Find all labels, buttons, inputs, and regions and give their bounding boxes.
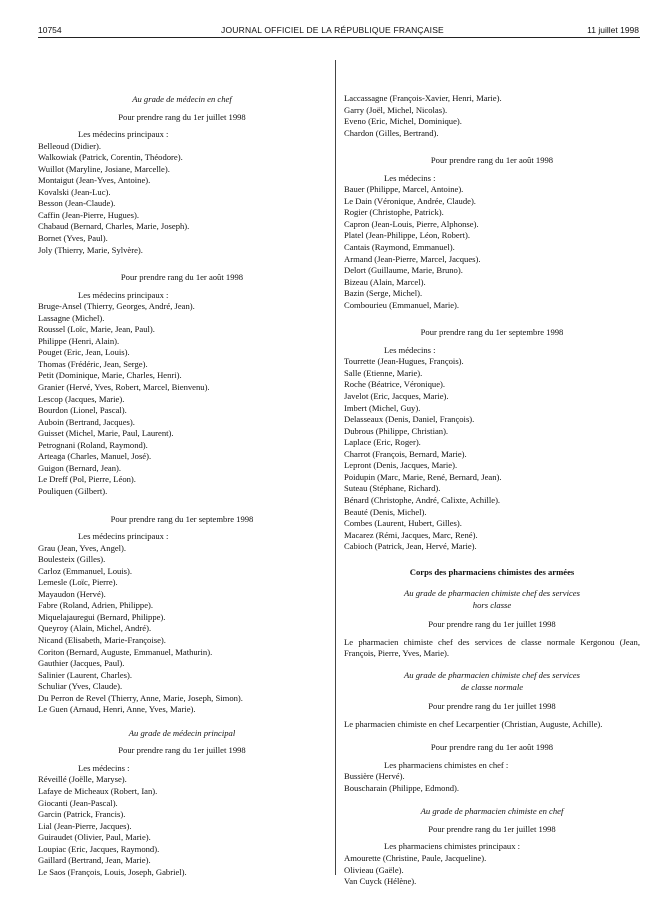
name-entry: Garcin (Patrick, Francis).	[38, 809, 126, 820]
list-subtitle: Les médecins principaux :	[78, 289, 169, 300]
name-entry: Lial (Jean-Pierre, Jacques).	[38, 820, 132, 831]
section-title: Au grade de pharmacien chimiste en chef	[420, 806, 564, 817]
name-entry: Platel (Jean-Philippe, Léon, Robert).	[344, 230, 471, 241]
name-entry: Pouliquen (Gilbert).	[38, 485, 108, 496]
name-entry: Petit (Dominique, Marie, Charles, Henri).	[38, 370, 182, 381]
section-title-line: Au grade de pharmacien chimiste chef des services	[404, 588, 580, 599]
name-entry: Gauthier (Jacques, Paul).	[38, 658, 125, 669]
name-entry: Bruge-Ansel (Thierry, Georges, André, Jean).	[38, 301, 195, 312]
name-entry: Besson (Jean-Claude).	[38, 198, 116, 209]
name-entry: Bénard (Christophe, André, Calixte, Achille).	[344, 494, 501, 505]
name-entry: Le Saos (François, Louis, Joseph, Gabriel).	[38, 866, 187, 877]
header-rule	[38, 37, 640, 38]
name-entry: Roche (Béatrice, Véronique).	[344, 379, 446, 390]
section-title	[344, 670, 640, 693]
name-entry: Delasseaux (Denis, Daniel, François).	[344, 414, 475, 425]
name-entry: Eveno (Eric, Michel, Dominique).	[344, 116, 462, 127]
name-entry: Laplace (Eric, Roger).	[344, 437, 421, 448]
name-list	[38, 141, 326, 256]
name-entry: Beauté (Denis, Michel).	[344, 506, 427, 517]
name-entry: Mayaudon (Hervé).	[38, 588, 106, 599]
list-subtitle: Les médecins principaux :	[78, 531, 169, 542]
rang-heading: Pour prendre rang du 1er septembre 1998	[110, 513, 254, 524]
name-list	[344, 93, 640, 139]
name-entry: Guiraudet (Olivier, Paul, Marie).	[38, 832, 151, 843]
left-column	[38, 60, 326, 878]
name-entry: Lafaye de Micheaux (Robert, Ian).	[38, 785, 158, 796]
name-entry: Tourrette (Jean-Hugues, François).	[344, 356, 464, 367]
name-entry: Chabaud (Bernard, Charles, Marie, Joseph).	[38, 221, 190, 232]
name-entry: Carloz (Emmanuel, Louis).	[38, 565, 133, 576]
name-entry: Combes (Laurent, Hubert, Gilles).	[344, 518, 462, 529]
name-entry: Belleoud (Didier).	[38, 140, 102, 151]
name-entry: Salinier (Laurent, Charles).	[38, 669, 133, 680]
name-entry: Le Dreff (Pol, Pierre, Léon).	[38, 474, 136, 485]
name-entry: Bizeau (Alain, Marcel).	[344, 276, 426, 287]
name-entry: Philippe (Henri, Alain).	[38, 335, 120, 346]
name-entry: Bornet (Yves, Paul).	[38, 233, 108, 244]
list-subtitle: Les pharmaciens chimistes principaux :	[384, 841, 521, 852]
rang-heading: Pour prendre rang du 1er juillet 1998	[118, 111, 246, 122]
name-entry: Le Guen (Arnaud, Henri, Anne, Yves, Marie).	[38, 704, 196, 715]
name-entry: Petrognani (Roland, Raymond).	[38, 439, 148, 450]
name-entry: Joly (Thierry, Marie, Sylvère).	[38, 244, 143, 255]
name-list	[344, 356, 640, 552]
rang-heading: Pour prendre rang du 1er août 1998	[120, 272, 244, 283]
name-entry: Lescop (Jacques, Marie).	[38, 393, 125, 404]
rang-heading: Pour prendre rang du 1er juillet 1998	[428, 619, 556, 630]
name-entry: Capron (Jean-Louis, Pierre, Alphonse).	[344, 218, 479, 229]
name-entry: Chardon (Gilles, Bertrand).	[344, 127, 439, 138]
name-entry: Bourdon (Lionel, Pascal).	[38, 405, 127, 416]
rang-heading: Pour prendre rang du 1er juillet 1998	[428, 701, 556, 712]
name-entry: Le Dain (Véronique, Andrée, Claude).	[344, 195, 476, 206]
name-entry: Macarez (Rémi, Jacques, Marc, René).	[344, 529, 478, 540]
name-entry: Delort (Guillaume, Marie, Bruno).	[344, 265, 463, 276]
name-entry: Réveillé (Joëlle, Maryse).	[38, 774, 127, 785]
name-entry: Montaigut (Jean-Yves, Antoine).	[38, 175, 151, 186]
section-title: Au grade de médecin en chef	[132, 94, 232, 104]
name-entry: Olivieau (Gaële).	[344, 864, 404, 875]
name-entry: Caffin (Jean-Pierre, Hugues).	[38, 209, 140, 220]
section-title-line: de classe normale	[460, 681, 524, 692]
name-entry: Javelot (Eric, Jacques, Marie).	[344, 391, 449, 402]
promotion-text: Le pharmacien chimiste chef des services de classe normale Kergonou (Jean, François, Pierre, Yves, Marie).	[344, 636, 640, 659]
name-entry: Charrot (François, Bernard, Marie).	[344, 448, 467, 459]
name-entry: Queyroy (Alain, Michel, André).	[38, 623, 152, 634]
rang-heading: Pour prendre rang du 1er juillet 1998	[428, 823, 556, 834]
name-entry: Du Perron de Revel (Thierry, Anne, Marie, Joseph, Simon).	[38, 692, 243, 703]
list-subtitle: Les pharmaciens chimistes en chef :	[384, 759, 509, 770]
name-entry: Rogier (Christophe, Patrick).	[344, 207, 444, 218]
name-entry: Lepront (Denis, Jacques, Marie).	[344, 460, 458, 471]
name-entry: Bauer (Philippe, Marcel, Antoine).	[344, 184, 464, 195]
rang-heading: Pour prendre rang du 1er août 1998	[430, 155, 554, 166]
name-entry: Garry (Joël, Michel, Nicolas).	[344, 104, 448, 115]
name-entry: Grau (Jean, Yves, Angel).	[38, 542, 127, 553]
name-entry: Giocanti (Jean-Pascal).	[38, 797, 118, 808]
name-entry: Amourette (Christine, Paule, Jacqueline).	[344, 852, 487, 863]
name-entry: Guigon (Bernard, Jean).	[38, 462, 122, 473]
section-title	[344, 588, 640, 611]
name-entry: Roussel (Loïc, Marie, Jean, Paul).	[38, 324, 155, 335]
promotion-text: Le pharmacien chimiste en chef Lecarpentier (Christian, Auguste, Achille).	[344, 718, 603, 729]
page-header	[0, 0, 665, 40]
name-entry: Van Cuyck (Hélène).	[344, 876, 417, 887]
name-entry: Armand (Jean-Pierre, Marcel, Jacques).	[344, 253, 481, 264]
name-entry: Wuillot (Maryline, Josiane, Marcelle).	[38, 163, 170, 174]
name-entry: Lassagne (Michel).	[38, 312, 105, 323]
rang-heading: Pour prendre rang du 1er septembre 1998	[420, 327, 564, 338]
name-entry: Coriton (Bernard, Auguste, Emmanuel, Mathurin).	[38, 646, 213, 657]
list-subtitle: Les médecins principaux :	[78, 129, 169, 140]
name-list	[38, 301, 326, 497]
name-entry: Gaillard (Bertrand, Jean, Marie).	[38, 855, 151, 866]
name-entry: Schuliar (Yves, Claude).	[38, 681, 123, 692]
name-entry: Arteaga (Charles, Manuel, José).	[38, 451, 152, 462]
list-subtitle: Les médecins :	[384, 344, 436, 355]
list-subtitle: Les médecins :	[384, 172, 436, 183]
name-entry: Bouscharain (Philippe, Edmond).	[344, 782, 460, 793]
name-entry: Loupiac (Eric, Jacques, Raymond).	[38, 843, 160, 854]
name-entry: Guisset (Michel, Marie, Paul, Laurent).	[38, 428, 174, 439]
name-list	[38, 543, 326, 716]
page-number: 10754	[38, 25, 62, 35]
section-title: Au grade de médecin principal	[128, 727, 236, 738]
name-list	[344, 184, 640, 311]
name-entry: Kovalski (Jean-Luc).	[38, 186, 111, 197]
name-entry: Boulesteix (Gilles).	[38, 554, 106, 565]
rang-heading: Pour prendre rang du 1er août 1998	[430, 742, 554, 753]
name-entry: Imbert (Michel, Guy).	[344, 402, 421, 413]
section-title-line: hors classe	[472, 599, 512, 610]
name-entry: Granier (Hervé, Yves, Robert, Marcel, Bienvenu).	[38, 382, 210, 393]
name-entry: Dubrous (Philippe, Christian).	[344, 425, 449, 436]
name-entry: Lemesle (Loïc, Pierre).	[38, 577, 118, 588]
name-entry: Cantais (Raymond, Emmanuel).	[344, 242, 455, 253]
name-list	[38, 774, 326, 878]
column-divider	[335, 60, 336, 875]
name-entry: Pouget (Eric, Jean, Louis).	[38, 347, 130, 358]
name-entry: Suteau (Stéphane, Richard).	[344, 483, 441, 494]
name-entry: Poidupin (Marc, Marie, René, Bernard, Jean).	[344, 471, 502, 482]
issue-date: 11 juillet 1998	[587, 25, 639, 35]
name-entry: Laccassagne (François-Xavier, Henri, Marie).	[344, 93, 502, 103]
name-entry: Auboin (Bertrand, Jacques).	[38, 416, 135, 427]
journal-title: JOURNAL OFFICIEL DE LA RÉPUBLIQUE FRANÇAISE	[221, 25, 444, 35]
name-entry: Bussière (Hervé).	[344, 771, 405, 782]
name-entry: Fabre (Roland, Adrien, Philippe).	[38, 600, 154, 611]
section-title-line: Au grade de pharmacien chimiste chef des services	[404, 669, 580, 680]
name-entry: Nicand (Elisabeth, Marie-Françoise).	[38, 634, 166, 645]
name-entry: Walkowiak (Patrick, Corentin, Théodore).	[38, 152, 183, 163]
name-entry: Cabioch (Patrick, Jean, Hervé, Marie).	[344, 541, 477, 552]
right-column	[344, 60, 640, 888]
corps-title: Corps des pharmaciens chimistes des armées	[409, 566, 575, 577]
name-entry: Thomas (Frédéric, Jean, Serge).	[38, 358, 148, 369]
name-list	[344, 853, 640, 888]
name-entry: Bazin (Serge, Michel).	[344, 288, 423, 299]
name-entry: Salle (Etienne, Marie).	[344, 367, 423, 378]
name-entry: Combourieu (Emmanuel, Marie).	[344, 299, 460, 310]
list-subtitle: Les médecins :	[78, 762, 130, 773]
rang-heading: Pour prendre rang du 1er juillet 1998	[118, 745, 246, 756]
name-list	[344, 771, 640, 794]
name-entry: Miquelajauregui (Bernard, Philippe).	[38, 611, 166, 622]
